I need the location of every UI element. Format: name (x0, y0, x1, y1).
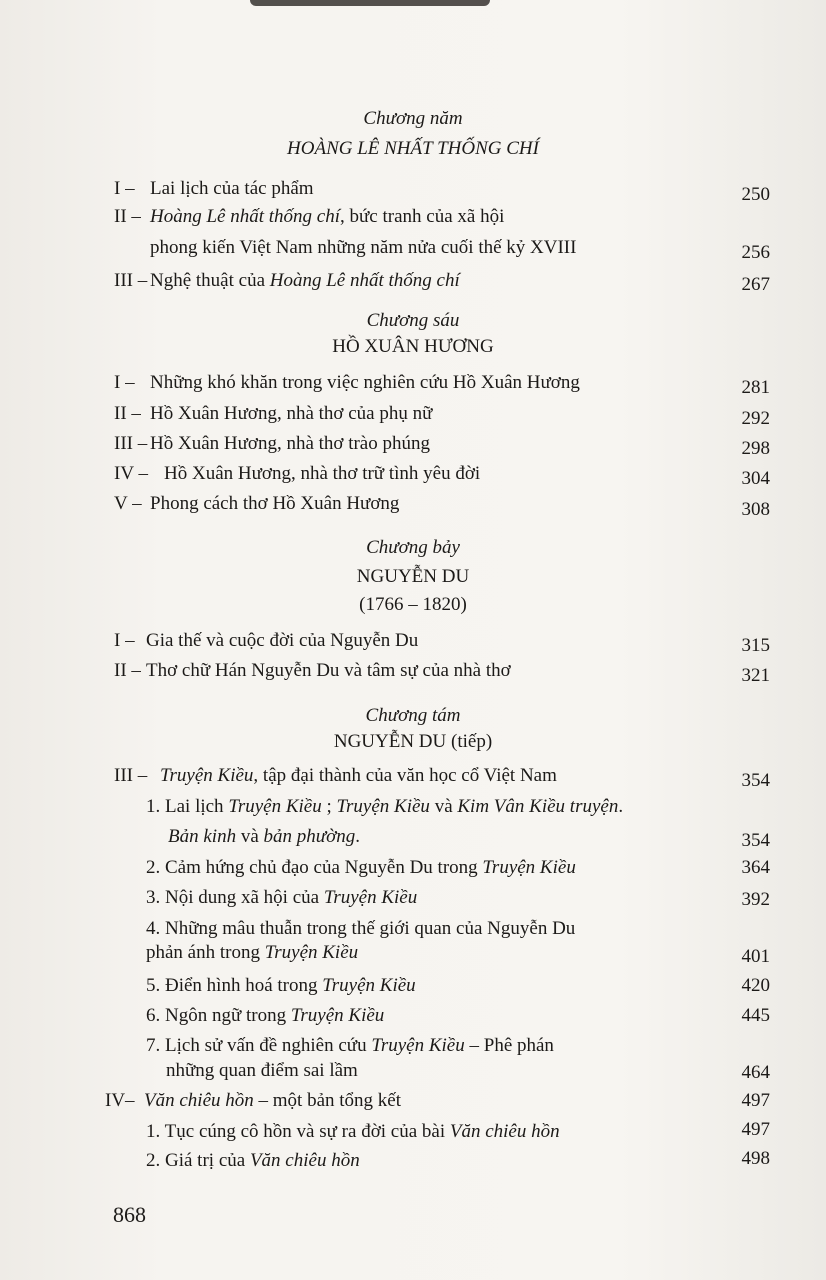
entry-page: 497 (741, 1119, 770, 1140)
subentry-title: 2. Giá trị của Văn chiêu hồn (146, 1150, 360, 1171)
toc-entry (0, 1090, 826, 1116)
toc-subentry (0, 796, 826, 822)
toc-subentry (0, 1035, 826, 1061)
entry-number: III – (114, 433, 148, 454)
subentry-title: 6. Ngôn ngữ trong Truyện Kiều (146, 1005, 385, 1026)
toc-entry (0, 463, 826, 489)
chapter-7-label: Chương bảy (366, 537, 460, 558)
entry-title: Phong cách thơ Hồ Xuân Hương (150, 493, 400, 514)
subentry-title: 5. Điển hình hoá trong Truyện Kiều (146, 975, 416, 996)
toc-subentry-continuation (0, 826, 826, 852)
entry-page: 292 (741, 408, 770, 429)
subentry-title: 1. Tục cúng cô hồn và sự ra đời của bài Văn chiêu hồn (146, 1121, 560, 1142)
entry-number: IV– (105, 1090, 135, 1111)
toc-entry (0, 372, 826, 398)
entry-number: V – (114, 493, 142, 514)
entry-number: II – (114, 403, 141, 424)
entry-page: 308 (741, 499, 770, 520)
subentry-title-line2: những quan điểm sai lầm (166, 1060, 358, 1081)
chapter-5-title: HOÀNG LÊ NHẤT THỐNG CHÍ (287, 138, 539, 159)
toc-entry (0, 765, 826, 791)
toc-subentry (0, 887, 826, 913)
subentry-title-line2: phản ánh trong Truyện Kiều (146, 942, 359, 963)
chapter-8-label: Chương tám (365, 705, 461, 726)
chapter-6-title: HỒ XUÂN HƯƠNG (332, 336, 494, 357)
chapter-7-title: NGUYỄN DU (356, 566, 470, 587)
toc-entry (0, 206, 826, 232)
toc-entry (0, 433, 826, 459)
entry-title: Thơ chữ Hán Nguyễn Du và tâm sự của nhà thơ (146, 660, 511, 681)
toc-subentry-continuation (0, 1060, 826, 1086)
entry-page: 281 (741, 377, 770, 398)
entry-page: 401 (741, 946, 770, 967)
entry-page: 354 (741, 830, 770, 851)
entry-title: Nghệ thuật của Hoàng Lê nhất thống chí (150, 270, 460, 291)
chapter-7-subtitle: (1766 – 1820) (359, 594, 467, 615)
subentry-title-line2: Bản kinh và bản phường. (168, 826, 361, 847)
toc-entry (0, 493, 826, 519)
chapter-5-label: Chương năm (363, 108, 463, 129)
entry-page: 354 (741, 770, 770, 791)
entry-number: III – (114, 270, 148, 291)
entry-page: 298 (741, 438, 770, 459)
entry-page: 392 (741, 889, 770, 910)
entry-page: 498 (741, 1148, 770, 1169)
entry-page: 267 (741, 274, 770, 295)
subentry-title: 7. Lịch sử vấn đề nghiên cứu Truyện Kiều – Phê phán (146, 1035, 554, 1056)
toc-entry (0, 403, 826, 429)
subentry-title: 4. Những mâu thuẫn trong thế giới quan của Nguyễn Du (146, 918, 576, 939)
toc-entry (0, 270, 826, 296)
entry-title: Hồ Xuân Hương, nhà thơ của phụ nữ (150, 403, 433, 424)
toc-subentry (0, 1005, 826, 1031)
entry-number: I – (114, 178, 135, 199)
toc-subentry (0, 1121, 826, 1147)
entry-title: Hồ Xuân Hương, nhà thơ trữ tình yêu đời (164, 463, 481, 484)
toc-entry (0, 178, 826, 204)
toc-subentry (0, 975, 826, 1001)
entry-title: Văn chiêu hồn – một bản tổng kết (144, 1090, 401, 1111)
entry-title: Những khó khăn trong việc nghiên cứu Hồ Xuân Hương (150, 372, 580, 393)
entry-number: II – (114, 206, 141, 227)
entry-title-line2: phong kiến Việt Nam những năm nửa cuối thế kỷ XVIII (150, 237, 577, 258)
entry-page: 256 (741, 242, 770, 263)
entry-number: III – (114, 765, 148, 786)
toc-entry-continuation (0, 237, 826, 263)
toc-subentry (0, 1150, 826, 1176)
entry-page: 304 (741, 468, 770, 489)
page-number: 868 (113, 1202, 146, 1227)
entry-title: Gia thế và cuộc đời của Nguyễn Du (146, 630, 419, 651)
entry-title: Hoàng Lê nhất thống chí, bức tranh của xã hội (150, 206, 505, 227)
entry-number: IV – (114, 463, 148, 484)
subentry-title: 3. Nội dung xã hội của Truyện Kiều (146, 887, 418, 908)
entry-page: 497 (741, 1090, 770, 1111)
toc-subentry (0, 918, 826, 944)
entry-page: 445 (741, 1005, 770, 1026)
subentry-title: 1. Lai lịch Truyện Kiều ; Truyện Kiều và Kim Vân Kiều truyện. (146, 796, 624, 817)
entry-title: Hồ Xuân Hương, nhà thơ trào phúng (150, 433, 430, 454)
entry-page: 464 (741, 1062, 770, 1083)
subentry-title: 2. Cảm hứng chủ đạo của Nguyễn Du trong Truyện Kiều (146, 857, 576, 878)
toc-entry (0, 660, 826, 686)
entry-number: I – (114, 372, 135, 393)
entry-page: 250 (741, 184, 770, 205)
entry-title: Truyện Kiều, tập đại thành của văn học cổ Việt Nam (160, 765, 557, 786)
chapter-6-label: Chương sáu (366, 310, 460, 331)
entry-number: I – (114, 630, 135, 651)
toc-subentry-continuation (0, 942, 826, 968)
chapter-8-title: NGUYỄN DU (tiếp) (333, 731, 493, 752)
entry-number: II – (114, 660, 141, 681)
page-top-shadow (250, 0, 490, 6)
entry-page: 364 (741, 857, 770, 878)
entry-page: 420 (741, 975, 770, 996)
entry-title: Lai lịch của tác phẩm (150, 178, 314, 199)
entry-page: 315 (741, 635, 770, 656)
entry-page: 321 (741, 665, 770, 686)
toc-entry (0, 630, 826, 656)
toc-subentry (0, 857, 826, 883)
